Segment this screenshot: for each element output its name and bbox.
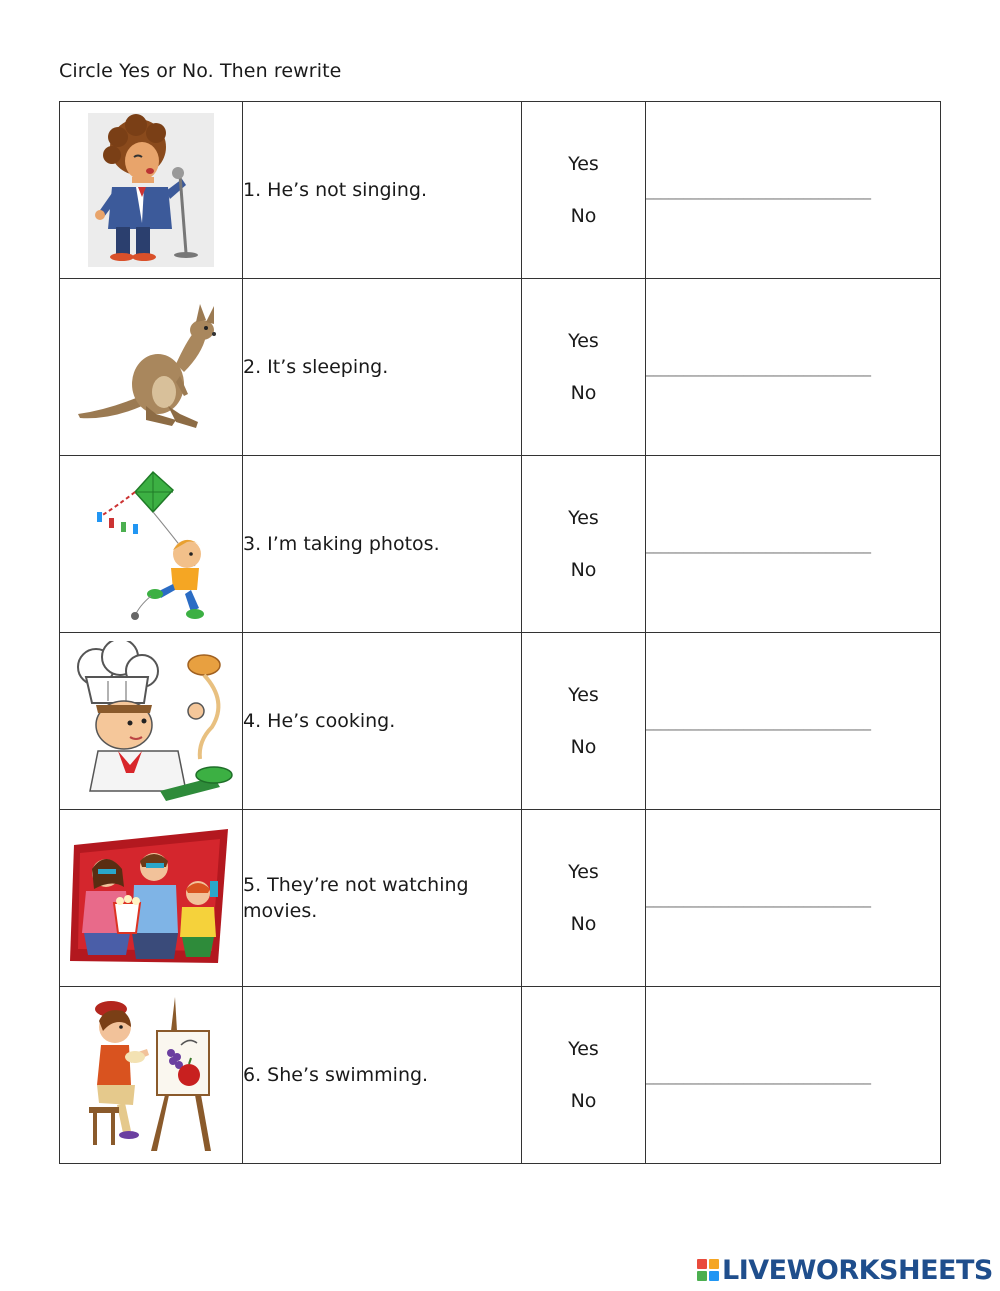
table-row	[60, 456, 941, 633]
yes-option[interactable]: Yes	[568, 1038, 599, 1060]
logo-block	[709, 1259, 719, 1269]
painter-icon	[60, 987, 242, 1163]
no-option[interactable]: No	[570, 205, 597, 227]
logo-block	[709, 1271, 719, 1281]
yes-option[interactable]: Yes	[568, 684, 599, 706]
movie-family-icon	[60, 810, 242, 986]
sentence: 3. I’m taking photos.	[243, 456, 522, 633]
sentence: 5. They’re not watching movies.	[243, 810, 522, 987]
table-row	[60, 987, 941, 1164]
logo-blocks-icon	[697, 1259, 719, 1281]
sentence: 4. He’s cooking.	[243, 633, 522, 810]
table-row	[60, 279, 941, 456]
yes-option[interactable]: Yes	[568, 330, 599, 352]
answer-input[interactable]	[646, 182, 914, 200]
yes-option[interactable]: Yes	[568, 507, 599, 529]
table-row	[60, 810, 941, 987]
liveworksheets-logo	[697, 1252, 993, 1288]
answer-input[interactable]	[646, 536, 914, 554]
chef-icon	[60, 633, 242, 809]
no-option[interactable]: No	[570, 736, 597, 758]
answer-input[interactable]	[646, 359, 914, 377]
table-row	[60, 102, 941, 279]
kite-boy-icon	[60, 456, 242, 632]
instruction-text: Circle Yes or No. Then rewrite	[59, 60, 342, 82]
sentence: 6. She’s swimming.	[243, 987, 522, 1164]
yes-option[interactable]: Yes	[568, 153, 599, 175]
worksheet-table	[59, 101, 941, 1164]
logo-block	[697, 1259, 707, 1269]
kangaroo-icon	[60, 279, 242, 455]
yes-option[interactable]: Yes	[568, 861, 599, 883]
answer-input[interactable]	[646, 1067, 914, 1085]
logo-text: LIVEWORKSHEETS	[722, 1254, 993, 1286]
table-row	[60, 633, 941, 810]
no-option[interactable]: No	[570, 1090, 597, 1112]
no-option[interactable]: No	[570, 559, 597, 581]
answer-input[interactable]	[646, 713, 914, 731]
answer-input[interactable]	[646, 890, 914, 908]
sentence: 1. He’s not singing.	[243, 102, 522, 279]
sentence: 2. It’s sleeping.	[243, 279, 522, 456]
no-option[interactable]: No	[570, 913, 597, 935]
singer-icon	[60, 102, 242, 278]
no-option[interactable]: No	[570, 382, 597, 404]
logo-block	[697, 1271, 707, 1281]
